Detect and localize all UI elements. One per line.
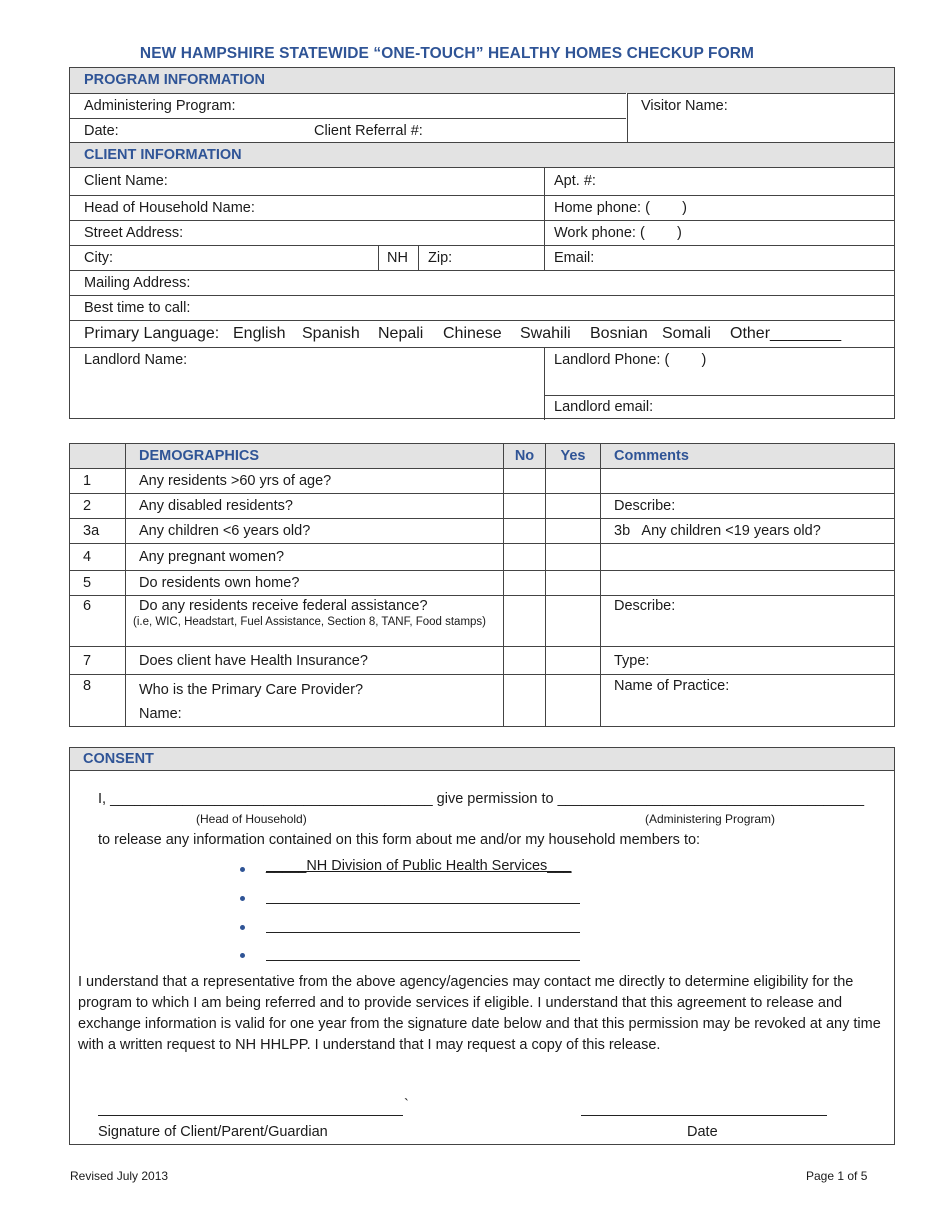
- no-checkbox-cell[interactable]: [504, 519, 546, 544]
- table-row: [70, 596, 895, 647]
- client-referral-field[interactable]: Client Referral #:: [314, 123, 423, 139]
- administering-program-caption: (Administering Program): [645, 812, 776, 826]
- signature-tick: `: [404, 1097, 409, 1113]
- comment-cell[interactable]: Describe:: [601, 596, 895, 647]
- recipient-4-line[interactable]: [266, 960, 580, 961]
- no-checkbox-cell[interactable]: [504, 596, 546, 647]
- date-row: [70, 118, 626, 143]
- table-row: [70, 519, 895, 544]
- row-question-text: Who is the Primary Care Provider?: [139, 682, 364, 698]
- yes-checkbox-cell[interactable]: [546, 571, 601, 596]
- landlord-name-field[interactable]: Landlord Name:: [84, 352, 188, 368]
- consent-paragraph: I understand that a representative from the above agency/agencies may contact me directly to determine eligibility for the program to which I am being referred and to provide services if eligible. I understand that this agreement to release and exchange information is valid for one year from the signature date below and that this permission may be revoked at any time with a written request to NH HHLPP. I understand that I may request a copy of this release.: [78, 974, 881, 1053]
- street-address-field[interactable]: Street Address:: [84, 225, 184, 241]
- divider: [544, 167, 545, 270]
- administering-program-field[interactable]: Administering Program:: [84, 98, 236, 114]
- yes-checkbox-cell[interactable]: [546, 544, 601, 571]
- row-question: Any pregnant women?: [126, 544, 504, 571]
- no-checkbox-cell[interactable]: [504, 647, 546, 675]
- signature-line[interactable]: [98, 1115, 403, 1116]
- no-checkbox-cell[interactable]: [504, 544, 546, 571]
- visitor-name-cell: [628, 93, 894, 143]
- bullet-icon: [240, 925, 245, 930]
- best-time-field[interactable]: Best time to call:: [84, 300, 191, 316]
- language-option-spanish[interactable]: Spanish: [302, 325, 360, 342]
- yes-checkbox-cell[interactable]: [546, 519, 601, 544]
- page-number: Page 1 of 5: [806, 1169, 868, 1183]
- divider: [418, 246, 419, 270]
- primary-language-label: Primary Language:: [84, 325, 220, 342]
- client-name-field[interactable]: Client Name:: [84, 173, 168, 189]
- apt-field[interactable]: Apt. #:: [554, 173, 596, 189]
- language-option-somali[interactable]: Somali: [662, 325, 711, 342]
- comment-cell[interactable]: Name of Practice:: [601, 675, 895, 727]
- release-text: to release any information contained on this form about me and/or my household members to:: [98, 832, 701, 848]
- head-of-household-field[interactable]: Head of Household Name:: [84, 200, 255, 216]
- demographics-table: [69, 443, 895, 727]
- comment-cell[interactable]: Type:: [601, 647, 895, 675]
- visitor-name-field[interactable]: Visitor Name:: [641, 98, 728, 114]
- row-question: Do residents own home?: [126, 571, 504, 596]
- language-option-english[interactable]: English: [233, 325, 286, 342]
- mailing-address-field[interactable]: Mailing Address:: [84, 275, 191, 291]
- primary-language-row: [70, 320, 894, 347]
- work-phone-field[interactable]: Work phone: ( ): [554, 225, 682, 241]
- yes-checkbox-cell[interactable]: [546, 494, 601, 519]
- consent-permission-line[interactable]: I, ________________________________________ give permission to ______________________________________: [98, 791, 865, 807]
- language-option-other[interactable]: Other________: [730, 325, 842, 342]
- head-of-household-row: [70, 195, 894, 220]
- row-question-note: (i.e, WIC, Headstart, Fuel Assistance, Section 8, TANF, Food stamps): [133, 616, 487, 628]
- bullet-icon: [240, 896, 245, 901]
- row-question: Any children <6 years old?: [126, 519, 504, 544]
- header-number: [70, 444, 126, 469]
- divider: [378, 246, 379, 270]
- head-of-household-caption: (Head of Household): [196, 812, 307, 826]
- consent-header: CONSENT: [70, 748, 894, 771]
- city-row: [70, 245, 894, 270]
- row-question: [126, 675, 504, 727]
- date-field[interactable]: Date:: [84, 123, 119, 139]
- row-number: 8: [70, 675, 126, 727]
- language-option-swahili[interactable]: Swahili: [520, 325, 571, 342]
- best-time-row: [70, 295, 894, 320]
- date-label: Date: [687, 1124, 718, 1140]
- header-yes: Yes: [546, 444, 601, 469]
- row-number: 3a: [70, 519, 126, 544]
- mailing-address-row: [70, 270, 894, 295]
- table-row: [70, 647, 895, 675]
- state-value: NH: [387, 250, 408, 266]
- header-comments: Comments: [601, 444, 895, 469]
- row-number: 5: [70, 571, 126, 596]
- yes-checkbox-cell[interactable]: [546, 675, 601, 727]
- revised-date: Revised July 2013: [70, 1169, 169, 1183]
- program-info-header: PROGRAM INFORMATION: [70, 68, 894, 93]
- landlord-row: [70, 347, 894, 419]
- table-row: [70, 469, 895, 494]
- pcp-name-field[interactable]: Name:: [139, 706, 182, 722]
- comment-cell[interactable]: [601, 544, 895, 571]
- comment-cell[interactable]: 3b Any children <19 years old?: [601, 519, 895, 544]
- header-no: No: [504, 444, 546, 469]
- no-checkbox-cell[interactable]: [504, 494, 546, 519]
- signature-label: Signature of Client/Parent/Guardian: [98, 1124, 328, 1140]
- row-number: 7: [70, 647, 126, 675]
- language-option-nepali[interactable]: Nepali: [378, 325, 424, 342]
- recipient-1[interactable]: _____NH Division of Public Health Services___: [266, 858, 572, 874]
- recipient-2-line[interactable]: [266, 903, 580, 904]
- language-option-chinese[interactable]: Chinese: [443, 325, 502, 342]
- client-name-row: [70, 167, 894, 195]
- row-question: Any disabled residents?: [126, 494, 504, 519]
- landlord-email-field[interactable]: Landlord email:: [554, 399, 654, 415]
- street-address-row: [70, 220, 894, 245]
- row-number: 4: [70, 544, 126, 571]
- row-question-text: Do any residents receive federal assistance?: [139, 598, 428, 614]
- yes-checkbox-cell[interactable]: [546, 647, 601, 675]
- table-row: [70, 494, 895, 519]
- client-info-header: CLIENT INFORMATION: [70, 142, 894, 167]
- date-line[interactable]: [581, 1115, 827, 1116]
- yes-checkbox-cell[interactable]: [546, 469, 601, 494]
- no-checkbox-cell[interactable]: [504, 675, 546, 727]
- administering-program-row: [70, 93, 626, 118]
- table-row: [70, 544, 895, 571]
- row-question: Does client have Health Insurance?: [126, 647, 504, 675]
- row-number: 1: [70, 469, 126, 494]
- table-row: [70, 675, 895, 727]
- landlord-phone-field[interactable]: Landlord Phone: ( ): [554, 352, 707, 368]
- row-question: Any residents >60 yrs of age?: [126, 469, 504, 494]
- comment-cell[interactable]: [601, 469, 895, 494]
- row-number: 6: [70, 596, 126, 647]
- city-field[interactable]: City:: [84, 250, 113, 266]
- bullet-icon: [240, 867, 245, 872]
- zip-field[interactable]: Zip:: [428, 250, 453, 266]
- comment-cell[interactable]: [601, 571, 895, 596]
- table-header-row: [70, 444, 895, 469]
- recipient-3-line[interactable]: [266, 932, 580, 933]
- form-title: NEW HAMPSHIRE STATEWIDE “ONE-TOUCH” HEALTHY HOMES CHECKUP FORM: [139, 45, 755, 62]
- row-question: [126, 596, 504, 647]
- email-field[interactable]: Email:: [554, 250, 595, 266]
- comment-cell[interactable]: Describe:: [601, 494, 895, 519]
- no-checkbox-cell[interactable]: [504, 469, 546, 494]
- yes-checkbox-cell[interactable]: [546, 596, 601, 647]
- no-checkbox-cell[interactable]: [504, 571, 546, 596]
- divider: [544, 348, 545, 420]
- row-number: 2: [70, 494, 126, 519]
- home-phone-field[interactable]: Home phone: ( ): [554, 200, 687, 216]
- table-row: [70, 571, 895, 596]
- bullet-icon: [240, 953, 245, 958]
- info-box: [69, 67, 895, 419]
- header-demographics: DEMOGRAPHICS: [126, 444, 504, 469]
- language-option-bosnian[interactable]: Bosnian: [590, 325, 648, 342]
